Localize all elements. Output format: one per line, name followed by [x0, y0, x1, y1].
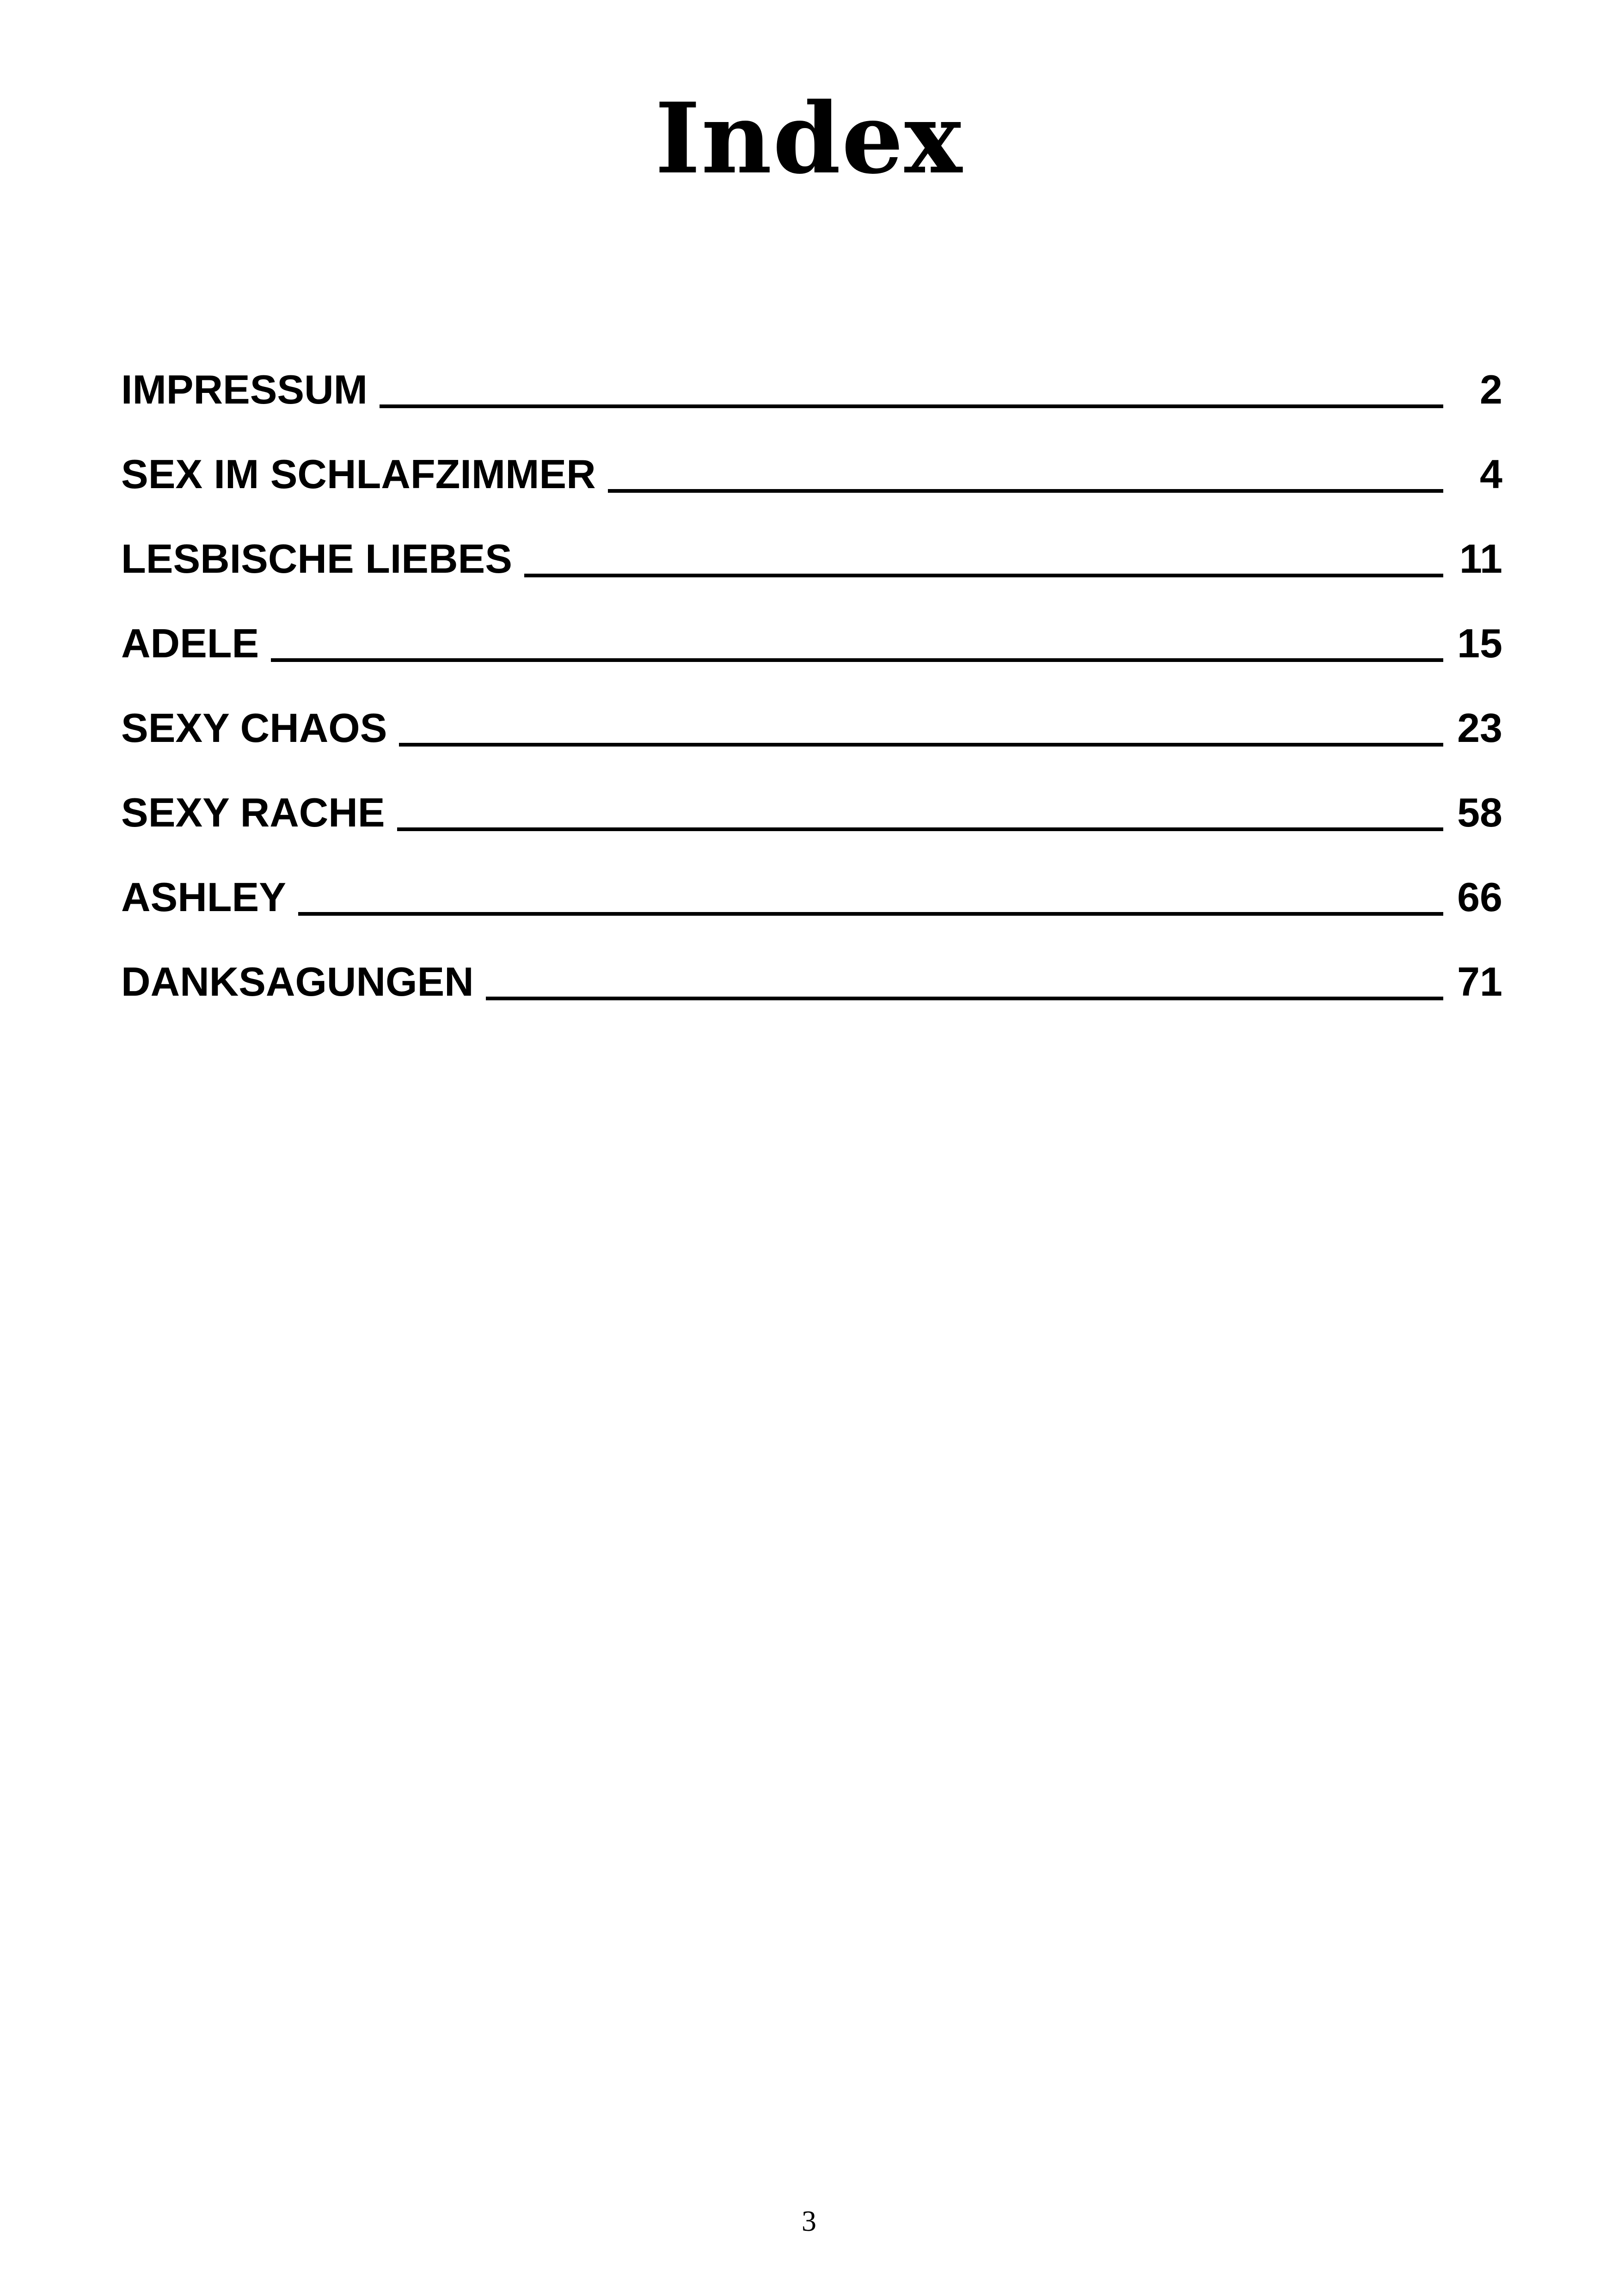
toc-leader-line — [271, 658, 1443, 662]
toc-entry-danksagungen[interactable] — [121, 924, 1502, 1009]
toc-entry-ashley[interactable] — [121, 839, 1502, 924]
toc-entry-page: 71 — [1457, 959, 1502, 1004]
toc-entry-page: 23 — [1457, 705, 1502, 751]
table-of-contents — [121, 332, 1502, 1009]
toc-entry-label: SEXY CHAOS — [121, 705, 387, 751]
toc-entry-page: 2 — [1480, 367, 1502, 412]
toc-entry-page: 66 — [1457, 874, 1502, 920]
toc-leader-line — [486, 997, 1443, 1000]
toc-entry-sexy-chaos[interactable] — [121, 670, 1502, 755]
toc-leader-line — [524, 574, 1443, 577]
toc-entry-label: ADELE — [121, 620, 259, 666]
toc-leader-line — [298, 912, 1443, 916]
toc-entry-page: 11 — [1459, 536, 1502, 582]
toc-entry-adele[interactable] — [121, 586, 1502, 670]
page-title: Index — [655, 81, 963, 196]
toc-leader-line — [380, 404, 1443, 408]
toc-leader-line — [399, 743, 1443, 747]
toc-entry-impressum[interactable] — [121, 332, 1502, 416]
page-number: 3 — [802, 2204, 816, 2237]
toc-entry-label: ASHLEY — [121, 874, 286, 920]
toc-entry-label: IMPRESSUM — [121, 367, 368, 412]
toc-entry-label: SEX IM SCHLAFZIMMER — [121, 451, 596, 497]
toc-entry-lesbische-liebes[interactable] — [121, 501, 1502, 586]
toc-entry-label: DANKSAGUNGEN — [121, 959, 474, 1004]
toc-entry-label: LESBISCHE LIEBES — [121, 536, 512, 582]
toc-leader-line — [608, 489, 1443, 493]
toc-entry-page: 4 — [1480, 451, 1502, 497]
toc-entry-sexy-rache[interactable] — [121, 755, 1502, 839]
toc-leader-line — [397, 827, 1443, 831]
toc-entry-page: 58 — [1457, 790, 1502, 835]
toc-entry-label: SEXY RACHE — [121, 790, 385, 835]
toc-entry-page: 15 — [1457, 620, 1502, 666]
toc-entry-sex-im-schlafzimmer[interactable] — [121, 416, 1502, 501]
